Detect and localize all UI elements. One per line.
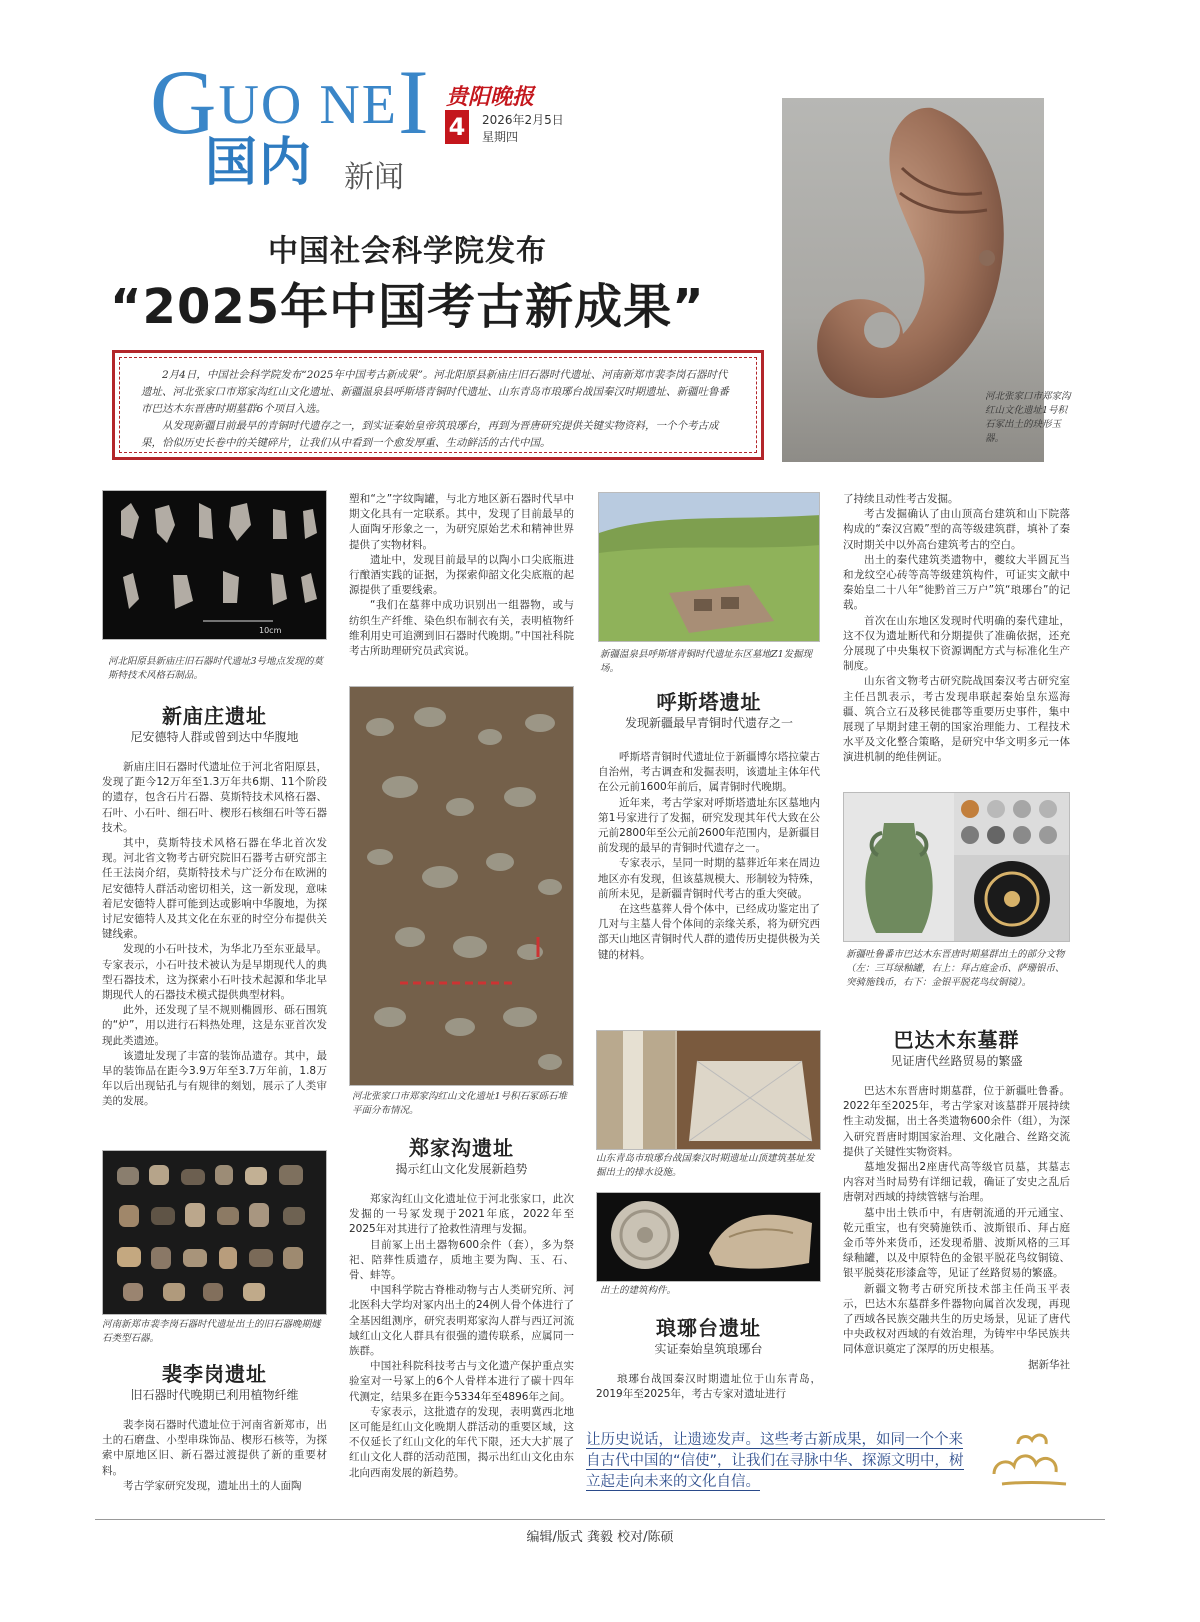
closing-text: 让历史说话，让遗迹发声。这些考古新成果，如同一个个来自古代中国的“信使”，让我们在寻脉中华、探源文明中，树立起走向未来的文化自信。 [586, 1432, 964, 1490]
date-text: 2026年2月5日 [482, 113, 564, 127]
paragraph: 出土的秦代建筑类遗物中，夔纹大半圆瓦当和龙纹空心砖等高等级建筑构件，可证实文献中秦始皇二十八年“徙黔首三万户”筑“琅琊台”的记载。 [843, 553, 1070, 612]
paragraph: 了持续且动性考古发掘。 [843, 493, 959, 505]
page-footer: 编辑/版式 龚毅 校对/陈硕 [526, 1530, 674, 1545]
paragraph: 巴达木东晋唐时期墓群，位于新疆吐鲁番。2022年至2025年，考古学家对该墓群开展持续性主动发掘，出土各类遗物600余件（组），为深入研究晋唐时期国家治理、文化融合、丝路交流提供了关键性实物资料。 [843, 1085, 1070, 1158]
section-title-langya: 琅琊台遗址 [656, 1316, 761, 1340]
caption-jade: 河北张家口市郑家沟红山文化遗址1号积石冢出土的玦形玉器。 [985, 391, 1071, 444]
article-zhengjiagou [349, 1192, 574, 1481]
paragraph: 新庙庄旧石器时代遗址位于河北省阳原县，发现了距今12万年至1.3万年共6期、11个阶段的遗存，包含石片石器、莫斯特技术风格石器、石叶、小石叶、细石叶、楔形石核细石叶等石器技术。 [102, 761, 327, 834]
paragraph: 专家表示，这批遗存的发现，表明冀西北地区可能是红山文化晚期人群活动的重要区域，这不仅延长了红山文化的年代下限，还大大扩展了红山文化人群的活动范围，揭示出红山文化由东北向西南发展的新趋势。 [349, 1405, 574, 1479]
langya-relics-photo [596, 1192, 821, 1282]
section-name: 国内 [205, 133, 314, 193]
lead-paragraph: 从发现新疆目前最早的青铜时代遗存之一，到实证秦始皇帝筑琅琊台，再到为晋唐研究提供关键实物资料，一个个考古成果，恰似历史长卷中的关键碎片，让我们从中看到一个愈发厚重、生动鲜活的古代中国。 [141, 420, 719, 449]
paragraph: 首次在山东地区发现时代明确的秦代建址，这不仅为遗址断代和分期提供了准确依据，还充分展现了中央集权下资源调配方式与标准化生产制度。 [843, 614, 1070, 673]
page-number: 4 [445, 110, 469, 144]
issue-date [482, 112, 564, 146]
article-peiligang-cont [349, 492, 574, 659]
paragraph: “我们在墓葬中成功识别出一组器物，或与纺织生产纤维、染色织布制衣有关，表明植物纤维利用史可追溯到旧石器时代晚期。”中国社科院考古所助理研究员武宾说。 [349, 599, 574, 658]
section-title-xinmiao: 新庙庄遗址 [162, 704, 267, 728]
paragraph: 目前冢上出土器物600余件（套），多为祭祀、陪葬性质遗存，质地主要为陶、玉、石、骨、蚌等。 [349, 1238, 574, 1282]
caption-xinmiao: 河北阳原县新庙庄旧石器时代遗址3号地点发现的莫斯特技术风格石制品。 [108, 656, 324, 681]
lead-box [112, 350, 764, 460]
section-sub-husita: 发现新疆最早青铜时代遗存之一 [624, 716, 793, 730]
paragraph: 琅琊台战国秦汉时期遗址位于山东青岛，2019年至2025年，考古专家对遗址进行 [596, 1373, 821, 1401]
caption-peiligang: 河南新郑市裴李岗石器时代遗址出土的旧石器晚期燧石类型石器。 [102, 1319, 321, 1344]
caption-badamu: 新疆吐鲁番市巴达木东晋唐时期墓群出土的部分文物（左：三耳绿釉罐，右上：拜占庭金币、萨珊银币、突骑施钱币，右下：金银平脱花鸟纹铜镜）。 [846, 949, 1065, 988]
paragraph: 墓中出土铁币中，有唐朝流通的开元通宝、乾元重宝，也有突骑施铁币、波斯银币、拜占庭金币等外来货币，还发现希腊、波斯风格的三耳绿釉罐，以及中原特色的金银平脱花鸟纹铜镜、银平脱葵花形漆盒等，见证了丝路贸易的繁盛。 [843, 1206, 1070, 1280]
article-langya-cont [843, 492, 1070, 766]
article-husita [598, 750, 820, 963]
article-xinmiao [102, 760, 327, 1110]
caption-langya2: 出土的建筑构件。 [600, 1285, 677, 1296]
zhengjiagou-site-photo [349, 686, 574, 1086]
weekday-text: 星期四 [482, 130, 519, 144]
article-badamu [843, 1084, 1070, 1373]
paragraph: 山东省文物考古研究院战国秦汉考古研究室主任吕凯表示，考古发现串联起秦始皇东巡海疆、筑合立石及移民徙郡等重要历史事件，集中展现了早期封建王朝的国家治理能力、工程技术水平及文化整合策略，是研究中华文明多元一体演进机制的绝佳例证。 [843, 675, 1070, 764]
husita-site-photo [598, 492, 820, 642]
footer-divider [95, 1519, 1105, 1520]
paragraph: 近年来，考古学家对呼斯塔遗址东区墓地内第1号家进行了发掘，研究发现其年代大致在公元前2800年至公元前2600年范围内，是新疆目前发现的最早的青铜时代遗存之一。 [598, 796, 820, 855]
paragraph: 新疆文物考古研究所技术部主任尚玉平表示，巴达木东墓群多件器物向属首次发现，再现了西域各民族交融共生的历史场景，见证了唐代中央政权对西域的有效治理，为铸牢中华民族共同体意识奠定了深厚的历史根基。 [843, 1282, 1070, 1356]
peiligang-artifacts-photo [102, 1150, 327, 1315]
caption-langya: 山东青岛市琅琊台战国秦汉时期遗址山顶建筑基址发掘出土的排水设施。 [596, 1153, 815, 1178]
badamu-artifacts-photo [843, 792, 1070, 942]
paragraph: 此外，还发现了呈不规则椭圆形、砾石围筑的“炉”，用以进行石料热处理，这是东亚首次发现此类遗迹。 [102, 1004, 327, 1047]
caption-zhengjiagou: 河北张家口市郑家沟红山文化遗址1号积石冢砾石堆平面分布情况。 [352, 1091, 568, 1116]
paragraph: 墓地发掘出2座唐代高等级官员墓，其墓志内容对当时局势有详细记载，确证了安史之乱后唐朝对西域的持续管辖与治理。 [843, 1161, 1070, 1204]
section-title-peiligang: 裴李岗遗址 [162, 1362, 267, 1386]
paragraph: 考古学家研究发现，遗址出土的人面陶 [123, 1479, 302, 1492]
paragraph: 中国科学院古脊椎动物与古人类研究所、河北医科大学均对冢内出土的24例人骨个体进行了全基因组测序，研究表明郑家沟人群与西辽河流域红山文化人群具有很强的遗传联系，应属同一族群。 [349, 1284, 574, 1358]
section-title-zhengjiagou: 郑家沟遗址 [409, 1136, 514, 1160]
article-langya [596, 1372, 821, 1402]
paragraph: 裴李岗石器时代遗址位于河南省新郑市，出土的石磨盘、小型串珠饰品、楔形石核等，为探索中原地区旧、新石器过渡提供了新的重要材料。 [102, 1419, 327, 1477]
section-sub-peiligang: 旧石器时代晚期已利用植物纤维 [130, 1388, 299, 1402]
section-sub-langya: 实证秦始皇筑琅琊台 [654, 1342, 763, 1356]
section-sub-zhengjiagou: 揭示红山文化发展新趋势 [395, 1162, 528, 1176]
paragraph: 专家表示，呈同一时期的墓葬近年来在周边地区亦有发现，但该墓规模大、形制较为特殊，前所未见，是新疆青铜时代考古的重大突破。 [598, 857, 820, 900]
paragraph: 考古发掘确认了由山顶高台建筑和山下院落构成的“秦汉宫殿”型的高等级建筑群，填补了秦汉时期关中以外高台建筑考古的空白。 [843, 508, 1070, 551]
paragraph: 在这些墓葬人骨个体中，已经成功鉴定出了几对与主墓人骨个体间的亲缘关系，将为研究西部天山地区青铜时代人群的遗传历史提供极为关键的材料。 [598, 903, 820, 961]
headline-kicker: 中国社会科学院发布 [268, 234, 547, 269]
paragraph: 郑家沟红山文化遗址位于河北张家口，此次发掘的一号冢发现于2021年底，2022年至2025年对其进行了抢救性清理与发掘。 [349, 1193, 574, 1236]
auspicious-cloud-icon [988, 1424, 1072, 1494]
paragraph: 该遗址发现了丰富的装饰品遗存。其中，最早的装饰品在距今3.9万年至3.7万年前，1.8万年以后出现钻孔与有规律的刻划，展示了人类审美的发展。 [102, 1049, 327, 1108]
masthead-latin: GUO NEI [150, 51, 431, 153]
langya-drain-photo [596, 1030, 821, 1150]
article-peiligang [102, 1418, 327, 1494]
headline-title: “2025年中国考古新成果” [110, 279, 705, 335]
paragraph: 其中，莫斯特技术风格石器在华北首次发现。河北省文物考古研究院旧石器考古研究部主任王法岗介绍，莫斯特技术与广泛分布在欧洲的尼安德特人群活动密切相关，这一新发现，意味着尼安德特人群可能到达或影响中华腹地，为探讨尼安德特人及其文化在东亚的时空分布提供关键线索。 [102, 837, 327, 941]
paragraph: 遗址中，发现目前最早的以陶小口尖底瓶进行酿酒实践的证据，为探索仰韶文化尖底瓶的起源提供了重要线索。 [349, 553, 574, 597]
section-subname: 新闻 [344, 160, 404, 195]
closing-statement [586, 1430, 976, 1493]
section-title-husita: 呼斯塔遗址 [656, 690, 762, 714]
stone-tools-photo [102, 490, 327, 640]
scale-label: 10cm [259, 626, 282, 635]
paragraph: 呼斯塔青铜时代遗址位于新疆博尔塔拉蒙古自治州，考古调查和发掘表明，该遗址主体年代在公元前1600年前后，属青铜时代晚期。 [598, 751, 820, 794]
section-sub-badamu: 见证唐代丝路贸易的繁盛 [890, 1054, 1023, 1068]
section-sub-xinmiao: 尼安德特人群或曾到达中华腹地 [130, 730, 299, 744]
paragraph: 塑和“之”字纹陶罐，与北方地区新石器时代早中期文化具有一定联系。其中，发现了目前最早的人面陶牙形象之一，为研究原始艺术和精神世界提供了实物材料。 [349, 493, 574, 551]
article-credit: 据新华社 [1028, 1358, 1070, 1371]
lead-paragraph: 2月4日，中国社会科学院发布“2025年中国考古新成果”。河北阳原县新庙庄旧石器时代遗址、河南新郑市裴李岗石器时代遗址、河北张家口市郑家沟红山文化遗址、新疆温泉县呼斯塔青铜时代遗址、山东青岛市琅琊台战国秦汉时期遗址、新疆吐鲁番市巴达木东晋唐时期墓群6个项目入选。 [141, 369, 729, 415]
paragraph: 发现的小石叶技术，为华北乃至东亚最早。专家表示，小石叶技术被认为是早期现代人的典型石器技术，这为探索小石叶技术起源和华北早期现代人的石器技术模式提供典型材料。 [102, 943, 327, 1002]
caption-husita: 新疆温泉县呼斯塔青铜时代遗址东区墓地Z1发掘现场。 [600, 649, 813, 674]
section-title-badamu: 巴达木东墓群 [893, 1028, 1020, 1052]
paragraph: 中国社科院科技考古与文化遗产保护重点实验室对一号冢上的6个人骨样本进行了碳十四年代测定，结果多在距今5334年至4896年之间。 [349, 1360, 574, 1403]
newspaper-logo: 贵阳晚报 [446, 84, 535, 110]
